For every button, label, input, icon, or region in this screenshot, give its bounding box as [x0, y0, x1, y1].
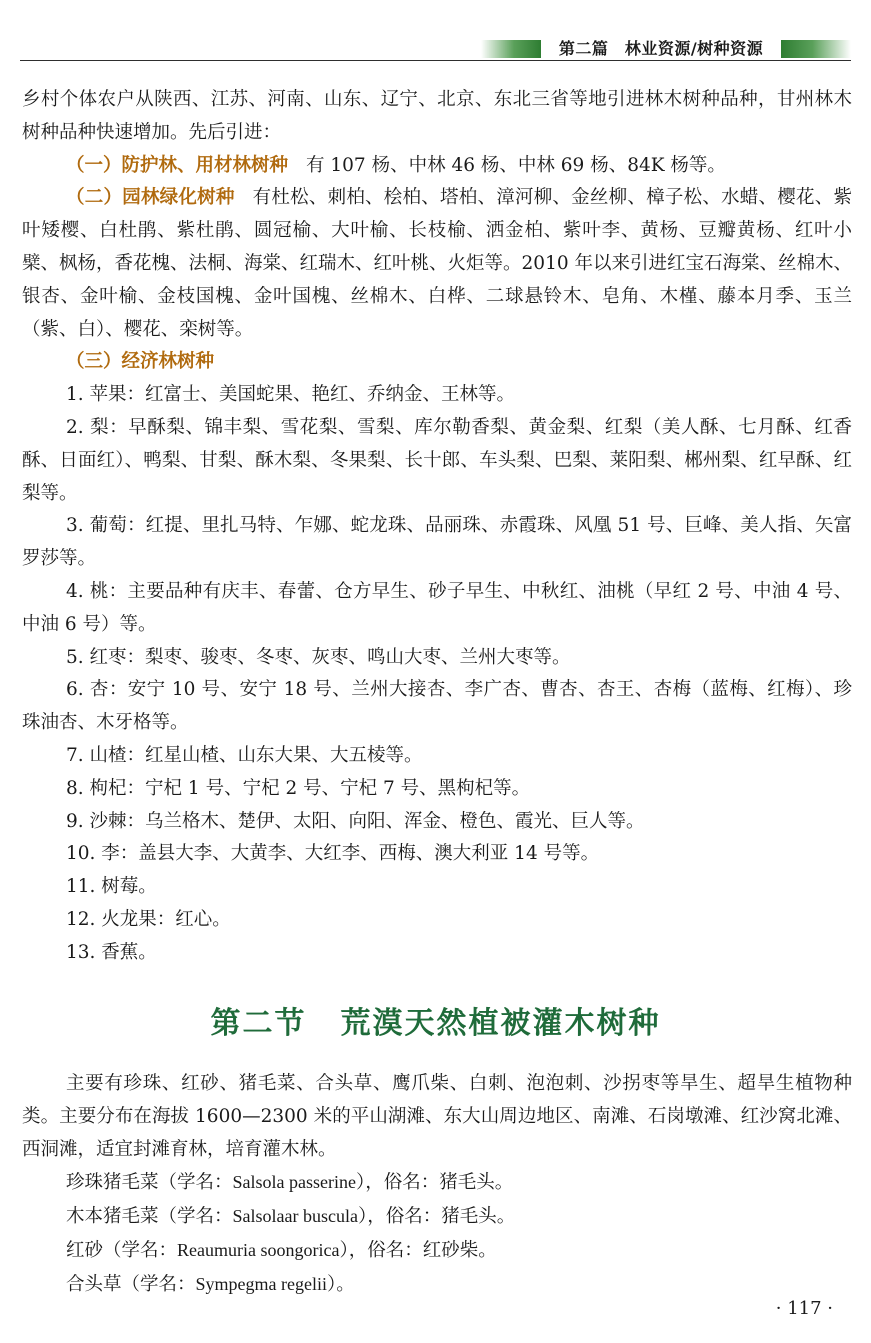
species-rest: ）。 — [326, 1273, 355, 1295]
category-text: 有杜松、刺柏、桧柏、塔柏、漳河柳、金丝柳、樟子松、水蜡、樱花、紫叶矮樱、白杜鹃、紫杜鹃、圆冠榆、大叶榆、长枝榆、洒金柏、紫叶李、黄杨、豆瓣黄杨、红叶小檗、枫杨，香花槐、法桐、海棠、红瑞木、红叶桃、火炬等。2010 年以来引进红宝石海棠、丝棉木、银杏、金叶榆、金枝国槐、金叶国槐、丝棉木、白桦、二球悬铃木、皂角、木槿、藤本月季、玉兰（紫、白）、樱花、栾树等。 — [22, 187, 852, 340]
main-text — [22, 84, 852, 970]
species-name: 合头草（学名： — [66, 1273, 196, 1295]
category-1 — [22, 150, 852, 183]
header-decor-bar-right — [781, 40, 851, 58]
species-rest: ），俗名：猪毛头。 — [355, 1172, 514, 1194]
section-number: 第二节 — [210, 1006, 307, 1041]
fruit-item: 10. 李：盖县大李、大黄李、大红李、西梅、澳大利亚 14 号等。 — [66, 843, 600, 865]
section-paragraph: 主要有珍珠、红砂、猪毛菜、合头草、鹰爪柴、白刺、泡泡刺、沙拐枣等旱生、超旱生植物种类。主要分布在海拔 1600—2300 米的平山湖滩、东大山周边地区、南滩、石岗墩滩、红沙窝北滩、西洞滩，适宜封滩育林，培育灌木林。 — [22, 1073, 852, 1160]
section-title-text: 荒漠天然植被灌木树种 — [340, 1006, 661, 1041]
species-line — [22, 1234, 852, 1268]
running-header — [20, 38, 851, 60]
species-line — [22, 1166, 852, 1200]
species-name: 珍珠猪毛菜（学名： — [66, 1172, 233, 1194]
species-latin: Reaumuria soongorica — [177, 1239, 340, 1260]
fruit-item: 9. 沙棘：乌兰格木、楚伊、太阳、向阳、浑金、橙色、霞光、巨人等。 — [66, 810, 645, 832]
header-title: 第二篇 林业资源/树种资源 — [541, 38, 781, 60]
fruit-item: 8. 枸杞：宁杞 1 号、宁杞 2 号、宁杞 7 号、黑枸杞等。 — [66, 777, 531, 799]
fruit-item: 11. 树莓。 — [66, 876, 157, 898]
fruit-item: 1. 苹果：红富士、美国蛇果、艳红、乔纳金、王林等。 — [66, 384, 516, 406]
category-text: 有 107 杨、中林 46 杨、中林 69 杨、84K 杨等。 — [306, 154, 726, 176]
fruit-item: 13. 香蕉。 — [66, 941, 157, 963]
species-latin: Salsola passerine — [232, 1172, 356, 1193]
species-latin: Salsolaar buscula — [232, 1206, 358, 1227]
section-heading — [0, 998, 871, 1042]
fruit-item: 3. 葡萄：红提、里扎马特、乍娜、蛇龙珠、品丽珠、赤霞珠、风凰 51 号、巨峰、美人指、矢富罗莎等。 — [22, 515, 852, 570]
species-line — [22, 1268, 852, 1302]
header-rule — [20, 60, 851, 61]
fruit-item: 5. 红枣：梨枣、骏枣、冬枣、灰枣、鸣山大枣、兰州大枣等。 — [66, 646, 571, 668]
species-line — [22, 1200, 852, 1234]
species-latin: Sympegma regelii — [195, 1273, 327, 1294]
fruit-item: 12. 火龙果：红心。 — [66, 908, 231, 930]
category-label: （一）防护林、用材林树种 — [66, 154, 289, 176]
fruit-item: 2. 梨：早酥梨、锦丰梨、雪花梨、雪梨、库尔勒香梨、黄金梨、红梨（美人酥、七月酥、红香酥、日面红）、鸭梨、甘梨、酥木梨、冬果梨、长十郎、车头梨、巴梨、莱阳梨、郴州梨、红早酥、红梨等。 — [22, 416, 852, 504]
fruit-item: 6. 杏：安宁 10 号、安宁 18 号、兰州大接杏、李广杏、曹杏、杏王、杏梅（蓝梅、红梅）、珍珠油杏、木牙格等。 — [22, 679, 852, 734]
category-3 — [22, 346, 852, 379]
category-label: （三）经济林树种 — [66, 351, 215, 373]
species-rest: ），俗名：猪毛头。 — [357, 1206, 516, 1228]
species-rest: ），俗名：红砂柴。 — [339, 1239, 497, 1261]
category-label: （二）园林绿化树种 — [66, 187, 235, 209]
species-name: 红砂（学名： — [66, 1239, 178, 1261]
fruit-item: 7. 山楂：红星山楂、山东大果、大五棱等。 — [66, 744, 423, 766]
category-2 — [22, 182, 852, 346]
page-number: · 117 · — [775, 1298, 833, 1319]
header-decor-bar-left — [481, 40, 541, 58]
intro-paragraph: 乡村个体农户从陕西、江苏、河南、山东、辽宁、北京、东北三省等地引进林木树种品种，甘州林木树种品种快速增加。先后引进： — [22, 89, 852, 143]
fruit-item: 4. 桃：主要品种有庆丰、春蕾、仓方早生、砂子早生、中秋红、油桃（早红 2 号、中油 4 号、中油 6 号）等。 — [22, 580, 852, 635]
species-name: 木本猪毛菜（学名： — [66, 1206, 233, 1228]
section-body — [22, 1068, 852, 1302]
